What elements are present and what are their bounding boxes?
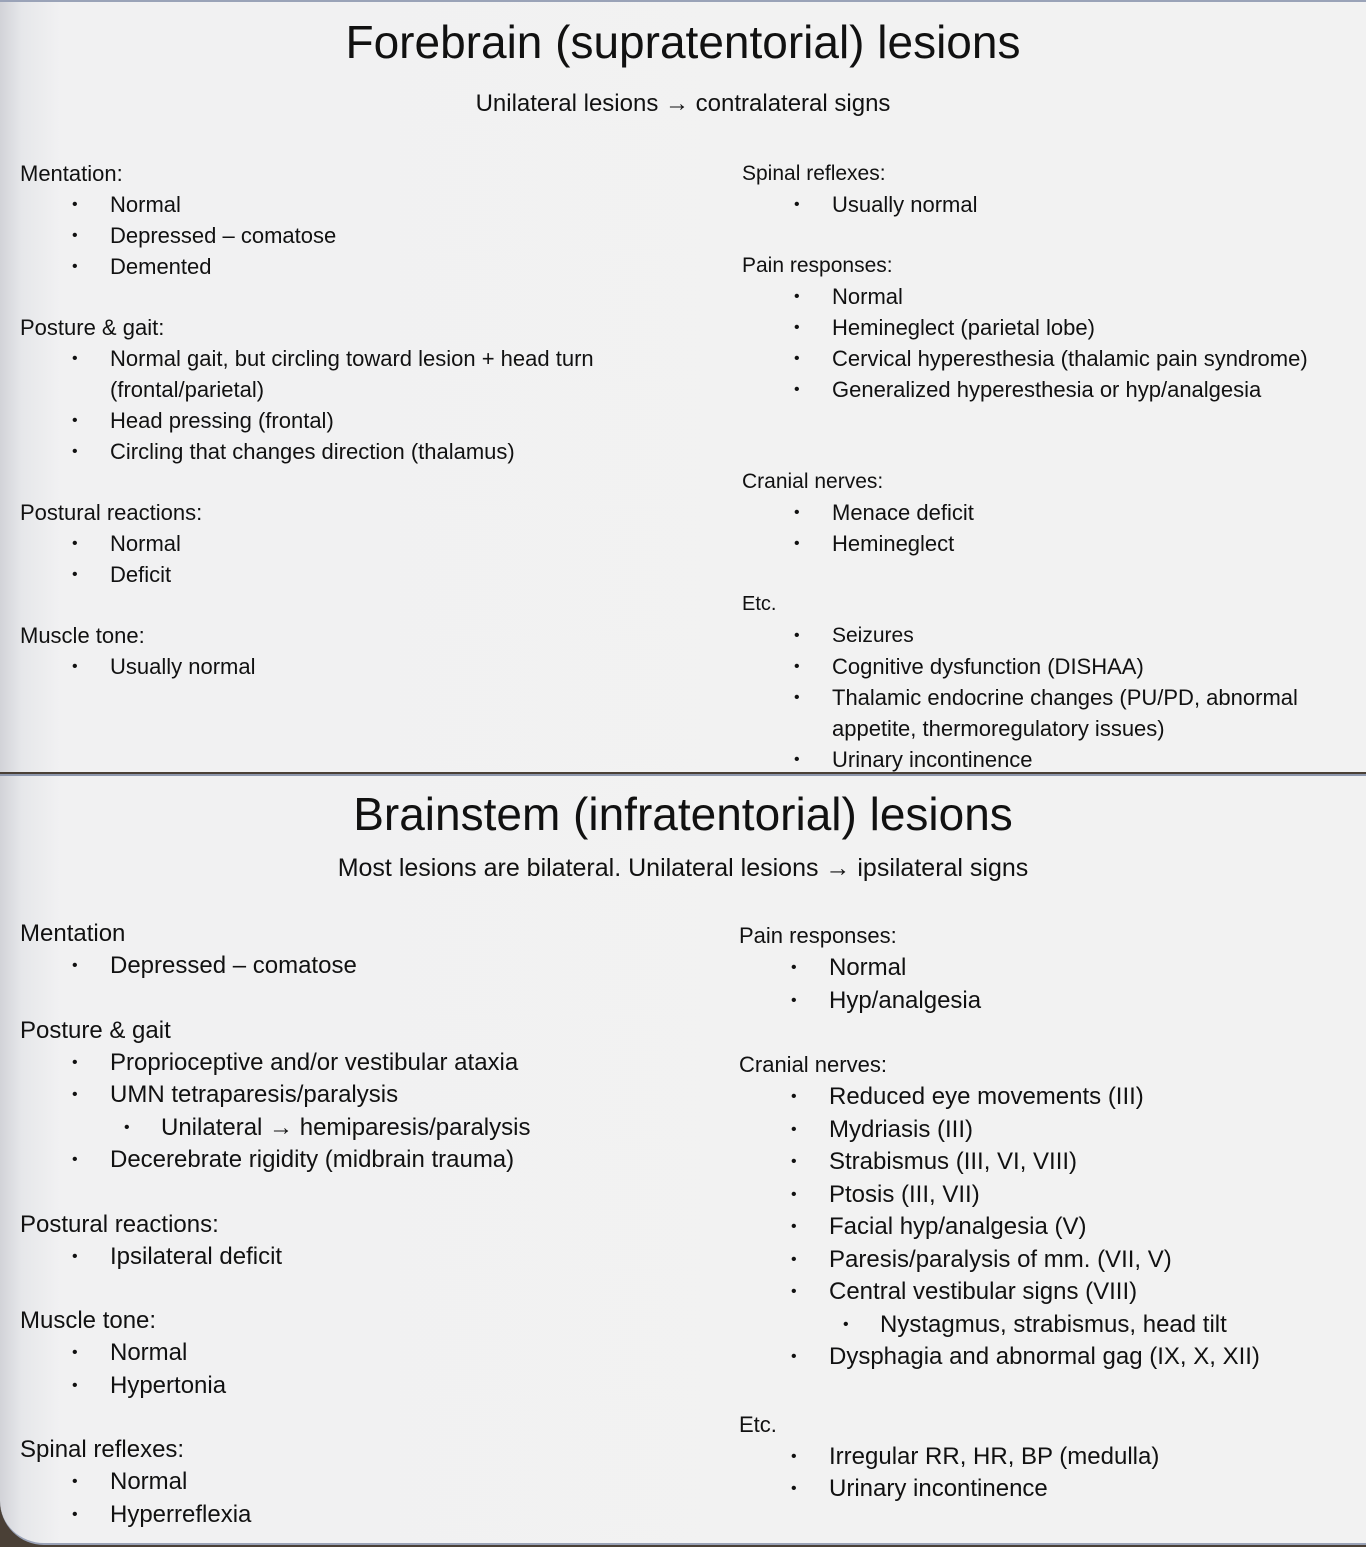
brainstem-left-column [20, 917, 710, 1531]
list-item: • Usually normal [742, 189, 1362, 220]
bullet-list [20, 189, 700, 282]
section-heading: Mentation [20, 920, 126, 947]
section-heading: Mentation: [20, 161, 123, 186]
slide-subtitle: Unilateral lesions → contralateral signs [475, 90, 891, 117]
list-item-continuation: appetite, thermoregulatory issues) [832, 716, 1165, 741]
bullet-list [742, 189, 1362, 220]
list-item: • Dysphagia and abnormal gag (IX, X, XII) [739, 1341, 1359, 1374]
list-item-continuation: (frontal/parietal) [110, 377, 265, 402]
list-item: • Reduced eye movements (III) [739, 1081, 1359, 1114]
section-heading: Postural reactions: [20, 500, 203, 525]
bullet-list [739, 952, 1359, 1017]
bullet-icon: • [72, 1086, 78, 1103]
bullet-list [739, 1441, 1359, 1506]
section-heading: Spinal reflexes: [742, 162, 886, 185]
bullet-icon: • [72, 1473, 78, 1490]
list-item: • Normal [20, 528, 700, 559]
section-heading: Postural reactions: [20, 1210, 219, 1238]
bullet-list [742, 620, 1362, 775]
section-heading: Posture & gait: [20, 315, 165, 340]
list-item: • Head pressing (frontal) [20, 405, 700, 436]
bullet-list [20, 1466, 710, 1531]
bullet-icon: • [794, 689, 800, 706]
list-item: • Demented [20, 251, 700, 282]
list-item: • Decerebrate rigidity (midbrain trauma) [20, 1144, 710, 1177]
bullet-icon: • [794, 319, 800, 336]
section-heading: Cranial nerves: [742, 470, 884, 493]
list-item: • Cervical hyperesthesia (thalamic pain syndrome) [742, 343, 1362, 374]
section-heading: Etc. [742, 593, 777, 615]
list-item: • Thalamic endocrine changes (PU/PD, abnormal [742, 682, 1362, 713]
bullet-list [20, 1337, 710, 1402]
bullet-icon: • [72, 535, 78, 552]
list-item: • Normal [20, 1337, 710, 1370]
bullet-icon: • [791, 1088, 797, 1105]
section-heading: Pain responses: [739, 923, 897, 948]
list-item: • Facial hyp/analgesia (V) [739, 1211, 1359, 1244]
list-item: • Strabismus (III, VI, VIII) [739, 1146, 1359, 1179]
list-item: • Ipsilateral deficit [20, 1241, 710, 1274]
bullet-icon: • [794, 535, 800, 552]
bullet-icon: • [72, 412, 78, 429]
bullet-icon: • [72, 1247, 78, 1265]
bullet-list [20, 651, 700, 682]
bullet-icon: • [72, 658, 78, 675]
bullet-list [20, 1047, 710, 1177]
bullet-icon: • [72, 1376, 78, 1394]
bullet-icon: • [791, 1348, 797, 1365]
section-heading: Muscle tone: [20, 623, 145, 648]
bullet-list [20, 950, 710, 983]
list-item: • Mydriasis (III) [739, 1114, 1359, 1147]
list-item: • Paresis/paralysis of mm. (VII, V) [739, 1244, 1359, 1277]
list-item: • Seizures [742, 620, 1362, 651]
bullet-icon: • [794, 288, 800, 305]
bullet-icon: • [72, 1151, 78, 1168]
slide-subtitle: Most lesions are bilateral. Unilateral lesions → ipsilateral signs [337, 854, 1029, 882]
list-item: • Hemineglect (parietal lobe) [742, 312, 1362, 343]
slide-title: Forebrain (supratentorial) lesions [345, 16, 1021, 68]
bullet-icon: • [791, 1480, 797, 1497]
bullet-list [739, 1081, 1359, 1374]
bullet-icon: • [72, 1505, 78, 1523]
section-heading: Pain responses: [742, 254, 893, 277]
bullet-icon: • [794, 381, 800, 398]
section-heading: Muscle tone: [20, 1307, 157, 1334]
list-item: • Urinary incontinence [742, 744, 1362, 775]
list-item: • Depressed – comatose [20, 220, 700, 251]
list-item: • Hypertonia [20, 1370, 710, 1403]
sub-list-item: • Unilateral → hemiparesis/paralysis [20, 1112, 710, 1145]
list-item: • Hyp/analgesia [739, 985, 1359, 1018]
bullet-icon: • [791, 1218, 797, 1235]
list-item: • Proprioceptive and/or vestibular ataxia [20, 1047, 710, 1080]
list-item: • Menace deficit [742, 497, 1362, 528]
list-item: • Circling that changes direction (thalamus) [20, 436, 700, 467]
list-item: • Hyperreflexia [20, 1499, 710, 1532]
forebrain-right-column [742, 158, 1362, 805]
bullet-list [20, 343, 700, 467]
bullet-icon: • [794, 196, 800, 213]
bullet-icon: • [72, 227, 78, 244]
list-item: • Normal [742, 281, 1362, 312]
bullet-icon: • [791, 1120, 797, 1138]
list-item: • Cognitive dysfunction (DISHAA) [742, 651, 1362, 682]
bullet-icon: • [843, 1315, 849, 1333]
bullet-icon: • [72, 1053, 78, 1071]
bullet-icon: • [72, 258, 78, 275]
bullet-list [20, 528, 700, 590]
list-item: • Depressed – comatose [20, 950, 710, 983]
bullet-icon: • [72, 350, 78, 367]
section-heading: Spinal reflexes: [20, 1436, 185, 1463]
list-item: • Irregular RR, HR, BP (medulla) [739, 1441, 1359, 1474]
bullet-list [20, 1241, 710, 1274]
bullet-icon: • [791, 1250, 797, 1268]
bullet-icon: • [794, 350, 800, 367]
slide-title: Brainstem (infratentorial) lesions [353, 788, 1013, 840]
bullet-icon: • [72, 957, 78, 974]
bullet-icon: • [791, 1283, 797, 1300]
list-item: • Generalized hyperesthesia or hyp/analgesia [742, 374, 1362, 405]
list-item: • Deficit [20, 559, 700, 590]
list-item: • Normal gait, but circling toward lesion + head turn [20, 343, 700, 374]
bullet-icon: • [72, 443, 78, 460]
bullet-list [742, 497, 1362, 559]
bullet-icon: • [791, 1153, 797, 1170]
bullet-list [742, 281, 1362, 405]
sub-list-item: • Nystagmus, strabismus, head tilt [739, 1309, 1359, 1342]
section-heading: Etc. [739, 1411, 777, 1437]
section-heading: Cranial nerves: [739, 1052, 887, 1077]
forebrain-left-column [20, 158, 700, 712]
bullet-icon: • [72, 196, 78, 213]
bullet-icon: • [794, 504, 800, 521]
list-item: • Central vestibular signs (VIII) [739, 1276, 1359, 1309]
bullet-icon: • [794, 627, 800, 644]
bullet-icon: • [72, 1344, 78, 1361]
list-item: • Normal [20, 189, 700, 220]
bullet-icon: • [791, 991, 797, 1009]
bullet-icon: • [124, 1118, 130, 1136]
brainstem-right-column [739, 919, 1359, 1506]
list-item: • Normal [739, 952, 1359, 985]
bullet-icon: • [72, 566, 78, 583]
forebrain-slide [0, 0, 1366, 772]
list-item: • Urinary incontinence [739, 1473, 1359, 1506]
list-item: • Normal [20, 1466, 710, 1499]
list-item: • Ptosis (III, VII) [739, 1179, 1359, 1212]
bullet-icon: • [791, 1447, 797, 1465]
list-item: • Hemineglect [742, 528, 1362, 559]
brainstem-slide [0, 774, 1366, 1545]
bullet-icon: • [791, 1185, 797, 1203]
bullet-icon: • [794, 751, 800, 768]
bullet-icon: • [794, 658, 800, 675]
list-item: • UMN tetraparesis/paralysis [20, 1079, 710, 1112]
section-heading: Posture & gait [20, 1016, 171, 1044]
bullet-icon: • [791, 959, 797, 976]
list-item: • Usually normal [20, 651, 700, 682]
